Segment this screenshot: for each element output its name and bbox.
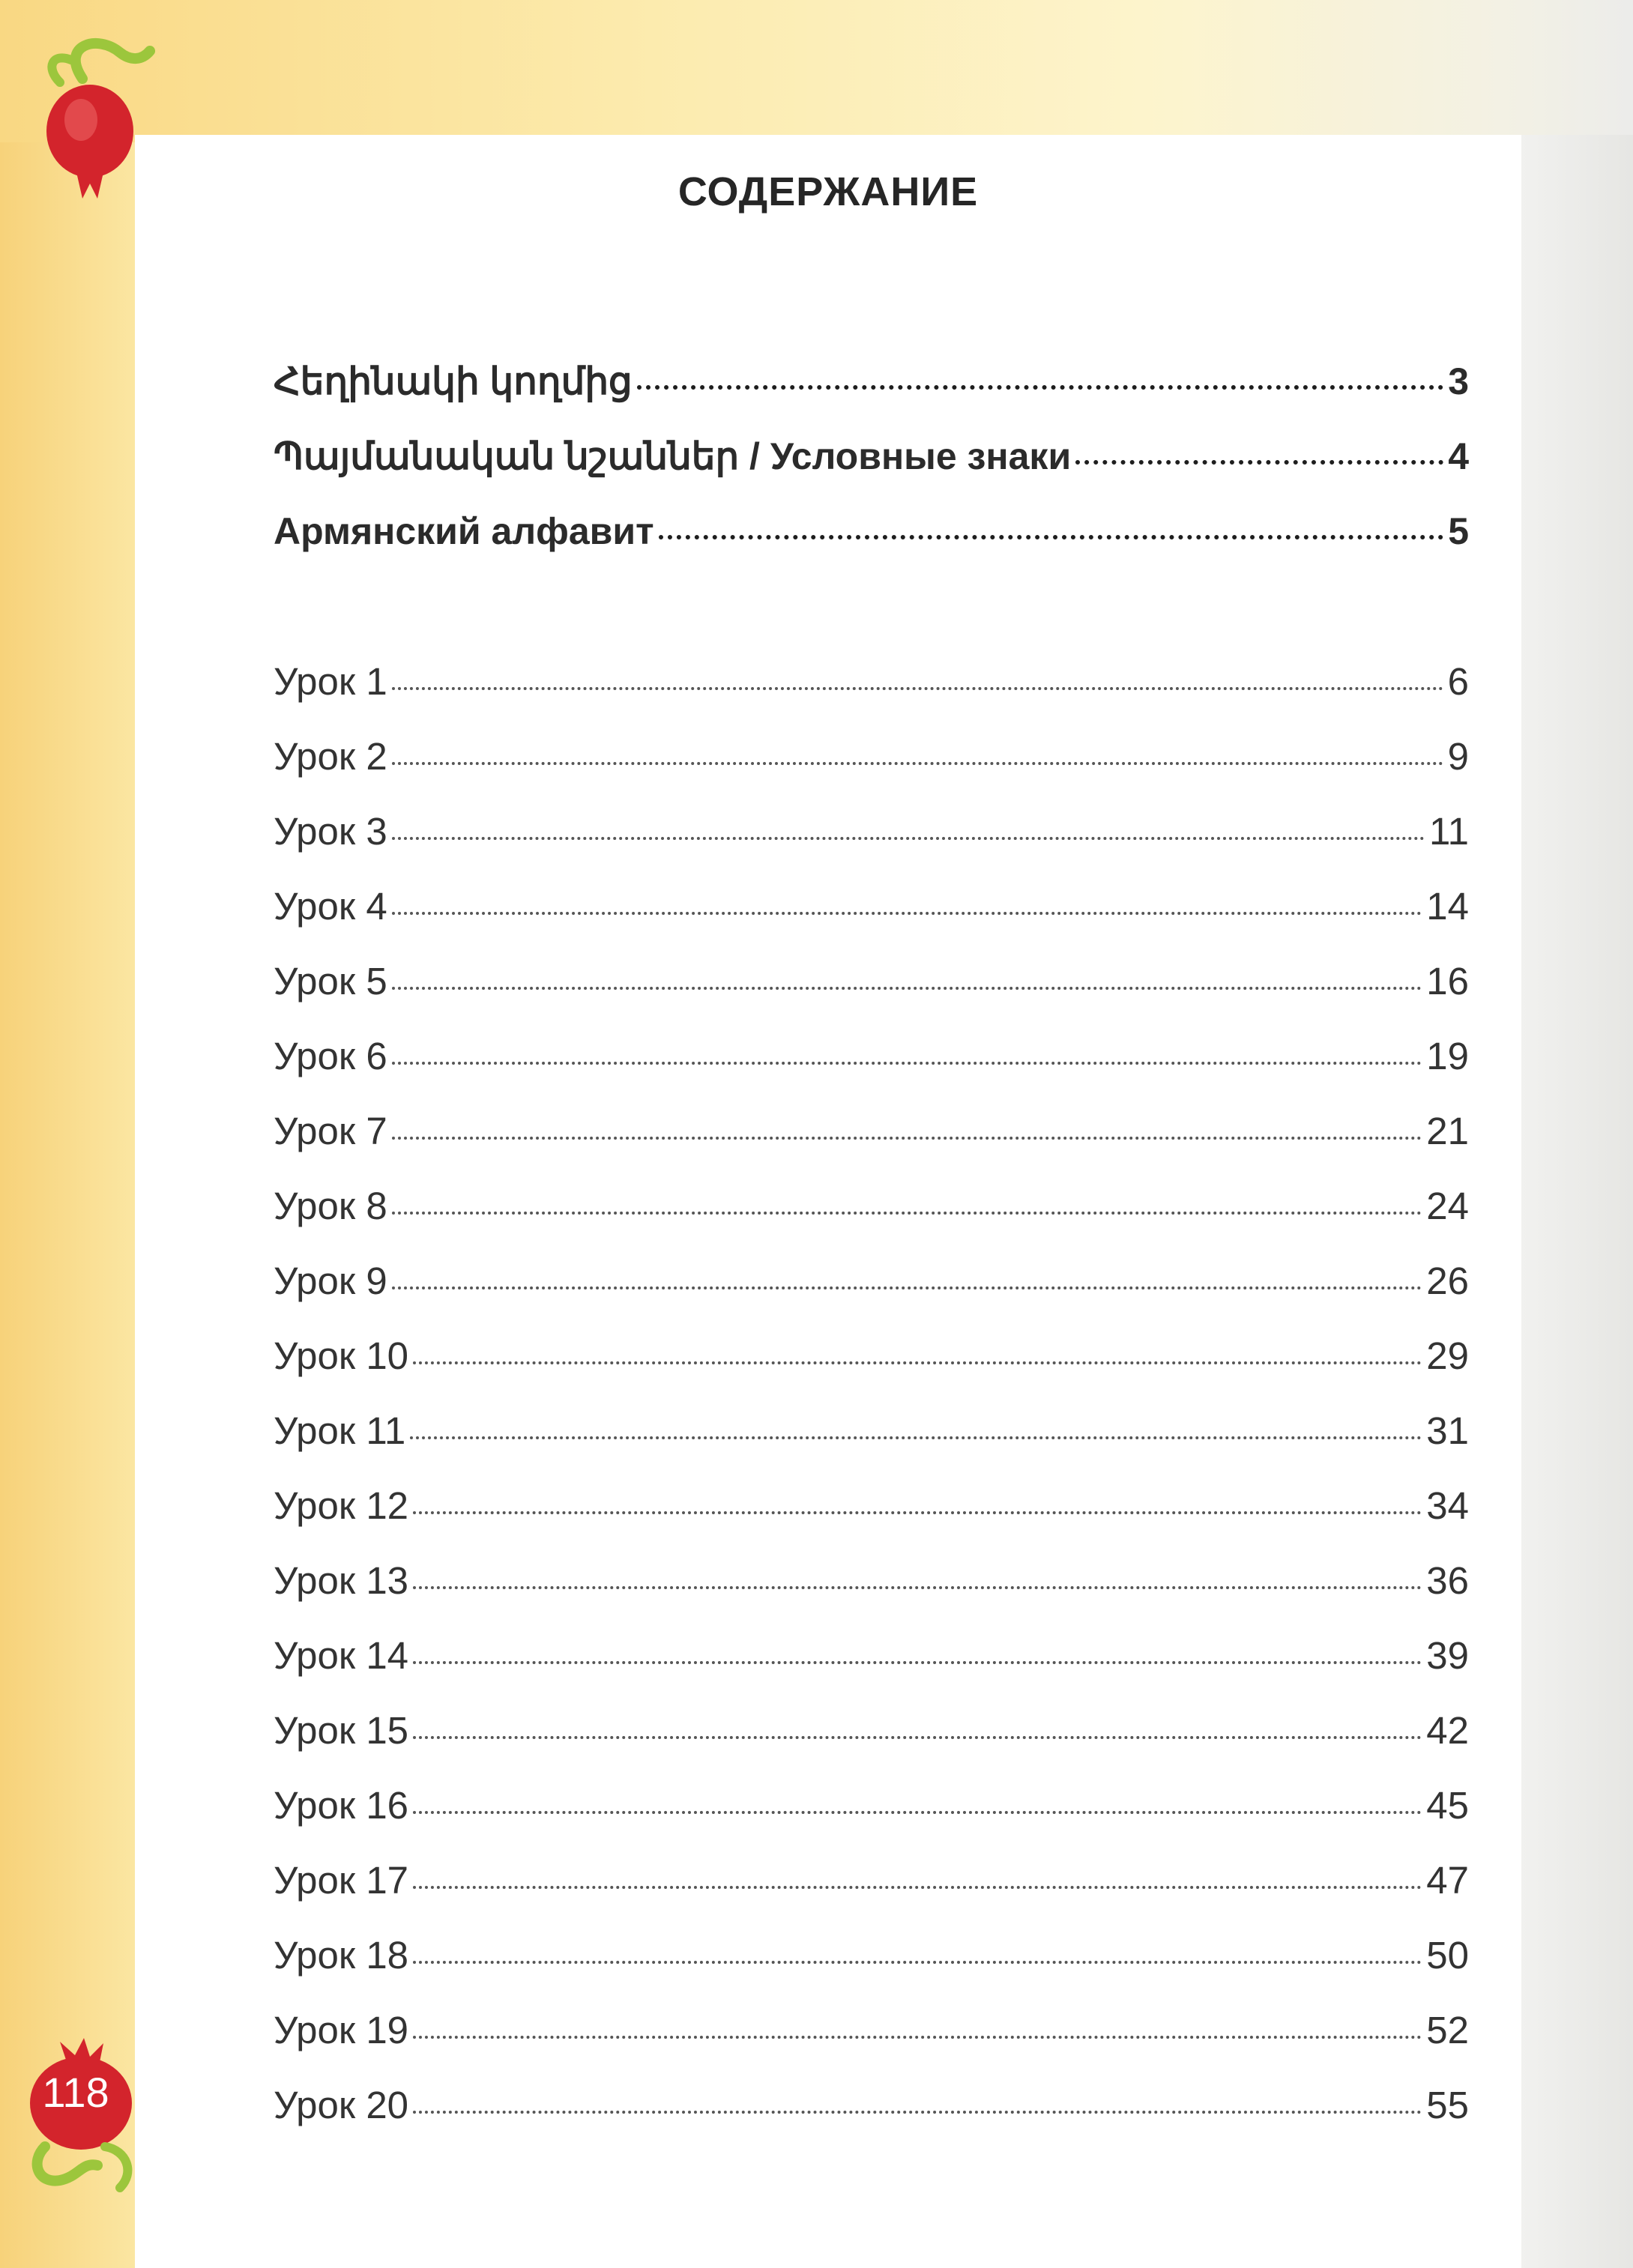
lesson-label: Урок 19 xyxy=(274,2009,409,2051)
dot-leader xyxy=(392,987,1422,990)
dot-leader xyxy=(413,1736,1422,1739)
lesson-page: 36 xyxy=(1426,1559,1469,1602)
page-number: 118 xyxy=(42,2069,109,2116)
toc-entry-label: Հեղինակի կողմից xyxy=(274,360,633,402)
lesson-label: Урок 12 xyxy=(274,1484,409,1527)
lesson-label: Урок 6 xyxy=(274,1035,387,1077)
lesson-entry[interactable] xyxy=(274,1708,1469,1753)
dot-leader xyxy=(413,2036,1422,2039)
dot-leader xyxy=(1075,460,1443,465)
lesson-page: 45 xyxy=(1426,1784,1469,1827)
lesson-label: Урок 16 xyxy=(274,1784,409,1827)
dot-leader xyxy=(413,1586,1422,1589)
toc-entry[interactable] xyxy=(274,509,1469,553)
dot-leader xyxy=(392,1062,1422,1065)
lesson-page: 11 xyxy=(1429,810,1469,853)
lesson-page: 47 xyxy=(1426,1859,1469,1902)
top-border xyxy=(0,0,1633,142)
lesson-entry[interactable] xyxy=(274,2008,1469,2052)
lesson-label: Урок 2 xyxy=(274,735,387,778)
lesson-entry[interactable] xyxy=(274,1633,1469,1678)
lesson-label: Урок 5 xyxy=(274,960,387,1003)
lesson-entry[interactable] xyxy=(274,1484,1469,1528)
toc-entry-page: 4 xyxy=(1448,435,1469,477)
lesson-page: 6 xyxy=(1447,660,1469,703)
lesson-entry[interactable] xyxy=(274,809,1469,853)
lesson-entry[interactable] xyxy=(274,2083,1469,2127)
dot-leader xyxy=(413,1361,1422,1364)
lesson-label: Урок 4 xyxy=(274,885,387,928)
dot-leader xyxy=(392,1137,1422,1140)
dot-leader xyxy=(392,1212,1422,1215)
dot-leader xyxy=(392,837,1425,840)
page-title: СОДЕРЖАНИЕ xyxy=(677,169,979,214)
dot-leader xyxy=(392,762,1443,765)
toc-entry-label: Պայմանական նշաններ / Условные знаки xyxy=(274,435,1072,477)
lesson-page: 31 xyxy=(1426,1409,1469,1452)
lesson-label: Урок 20 xyxy=(274,2084,409,2126)
lesson-page: 34 xyxy=(1426,1484,1469,1527)
dot-leader xyxy=(413,1961,1422,1964)
lesson-label: Урок 18 xyxy=(274,1934,409,1977)
lesson-page: 29 xyxy=(1426,1334,1469,1377)
lesson-page: 26 xyxy=(1426,1260,1469,1302)
lesson-page: 42 xyxy=(1426,1709,1469,1752)
toc-entry-label: Армянский алфавит xyxy=(274,510,654,552)
lesson-label: Урок 10 xyxy=(274,1334,409,1377)
lesson-entry[interactable] xyxy=(274,1109,1469,1153)
lesson-label: Урок 17 xyxy=(274,1859,409,1902)
lesson-label: Урок 14 xyxy=(274,1634,409,1677)
lesson-label: Урок 1 xyxy=(274,660,387,703)
lesson-entry[interactable] xyxy=(274,1933,1469,1977)
toc-entry[interactable] xyxy=(274,360,1469,403)
lesson-label: Урок 15 xyxy=(274,1709,409,1752)
lesson-entry[interactable] xyxy=(274,1409,1469,1453)
dot-leader xyxy=(410,1436,1422,1439)
lesson-page: 9 xyxy=(1447,735,1469,778)
lesson-page: 50 xyxy=(1426,1934,1469,1977)
lesson-page: 39 xyxy=(1426,1634,1469,1677)
lesson-entry[interactable] xyxy=(274,1334,1469,1378)
dot-leader xyxy=(392,687,1443,690)
lesson-label: Урок 13 xyxy=(274,1559,409,1602)
lesson-entry[interactable] xyxy=(274,1259,1469,1303)
lesson-page: 16 xyxy=(1426,960,1469,1003)
page-edge-shadow xyxy=(1521,135,1633,2268)
lesson-label: Урок 8 xyxy=(274,1185,387,1227)
toc-entry-page: 5 xyxy=(1448,510,1469,552)
dot-leader xyxy=(392,1286,1422,1289)
dot-leader xyxy=(413,1886,1422,1889)
dot-leader xyxy=(413,1511,1422,1514)
dot-leader xyxy=(413,2111,1422,2114)
dot-leader xyxy=(413,1661,1422,1664)
lesson-label: Урок 7 xyxy=(274,1110,387,1152)
lesson-entry[interactable] xyxy=(274,1858,1469,1902)
lesson-entry[interactable] xyxy=(274,1783,1469,1827)
lesson-entry[interactable] xyxy=(274,734,1469,778)
lesson-entry[interactable] xyxy=(274,1558,1469,1603)
lesson-page: 24 xyxy=(1426,1185,1469,1227)
lesson-page: 19 xyxy=(1426,1035,1469,1077)
lesson-page: 14 xyxy=(1426,885,1469,928)
lesson-entry[interactable] xyxy=(274,659,1469,704)
page-number-pomegranate-icon xyxy=(15,2034,150,2207)
toc-entry-page: 3 xyxy=(1448,360,1469,402)
lesson-page: 21 xyxy=(1426,1110,1469,1152)
lesson-entry[interactable] xyxy=(274,1184,1469,1228)
dot-leader xyxy=(659,535,1444,539)
lesson-label: Урок 11 xyxy=(274,1409,406,1452)
lesson-entry[interactable] xyxy=(274,884,1469,928)
dot-leader xyxy=(413,1811,1422,1814)
lesson-page: 52 xyxy=(1426,2009,1469,2051)
lesson-label: Урок 3 xyxy=(274,810,387,853)
dot-leader xyxy=(637,385,1444,390)
lesson-entry[interactable] xyxy=(274,1034,1469,1078)
toc-entry[interactable] xyxy=(274,435,1469,478)
lesson-page: 55 xyxy=(1426,2084,1469,2126)
lesson-label: Урок 9 xyxy=(274,1260,387,1302)
lesson-entry[interactable] xyxy=(274,959,1469,1003)
dot-leader xyxy=(392,912,1422,915)
